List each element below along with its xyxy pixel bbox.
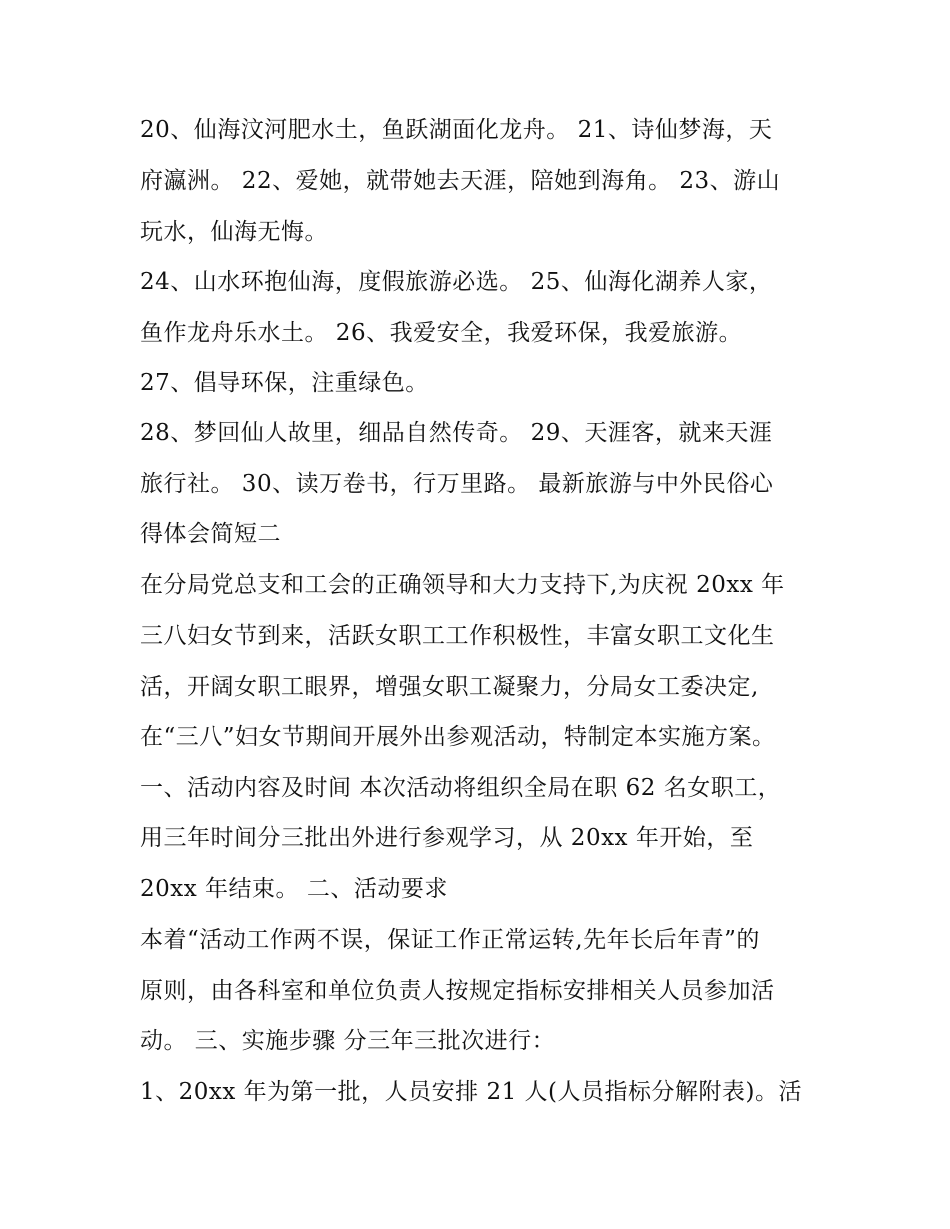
text-line: 在“三八”妇女节期间开展外出参观活动，特制定本实施方案。 <box>140 724 776 750</box>
text-line: 27、倡导环保，注重绿色。 <box>140 370 429 396</box>
text-line: 在分局党总支和工会的正确领导和大力支持下,为庆祝 20xx 年 <box>140 572 785 598</box>
text-line: 原则，由各科室和单位负责人按规定指标安排相关人员参加活 <box>140 978 775 1004</box>
text-line: 动。 三、实施步骤 分三年三批次进行： <box>140 1028 556 1054</box>
text-line: 28、梦回仙人故里，细品自然传奇。 29、天涯客，就来天涯 <box>140 420 773 446</box>
text-line: 用三年时间分三批出外进行参观学习，从 20xx 年开始，至 <box>140 825 754 851</box>
text-line: 旅行社。 30、读万卷书，行万里路。 最新旅游与中外民俗心 <box>140 471 774 497</box>
text-line: 活，开阔女职工眼界，增强女职工凝聚力，分局女工委决定, <box>140 674 759 700</box>
text-line: 20xx 年结束。 二、活动要求 <box>140 876 448 902</box>
text-line: 24、山水环抱仙海，度假旅游必选。 25、仙海化湖养人家， <box>140 269 773 295</box>
text-line: 一、活动内容及时间 本次活动将组织全局在职 62 名女职工， <box>140 775 782 801</box>
text-line: 本着“活动工作两不误，保证工作正常运转,先年长后年青”的 <box>140 927 760 953</box>
text-line: 鱼作龙舟乐水土。 26、我爱安全，我爱环保，我爱旅游。 <box>140 320 743 346</box>
text-line: 1、20xx 年为第一批，人员安排 21 人(人员指标分解附表)。活 <box>140 1079 802 1105</box>
text-line: 20、仙海汶河肥水土，鱼跃湖面化龙舟。 21、诗仙梦海，天 <box>140 117 773 143</box>
text-line: 得体会简短二 <box>140 521 281 547</box>
text-line: 府瀛洲。 22、爱她，就带她去天涯，陪她到海角。 23、游山 <box>140 168 781 194</box>
text-line: 玩水，仙海无悔。 <box>140 219 328 245</box>
text-line: 三八妇女节到来，活跃女职工工作积极性，丰富女职工文化生 <box>140 623 775 649</box>
